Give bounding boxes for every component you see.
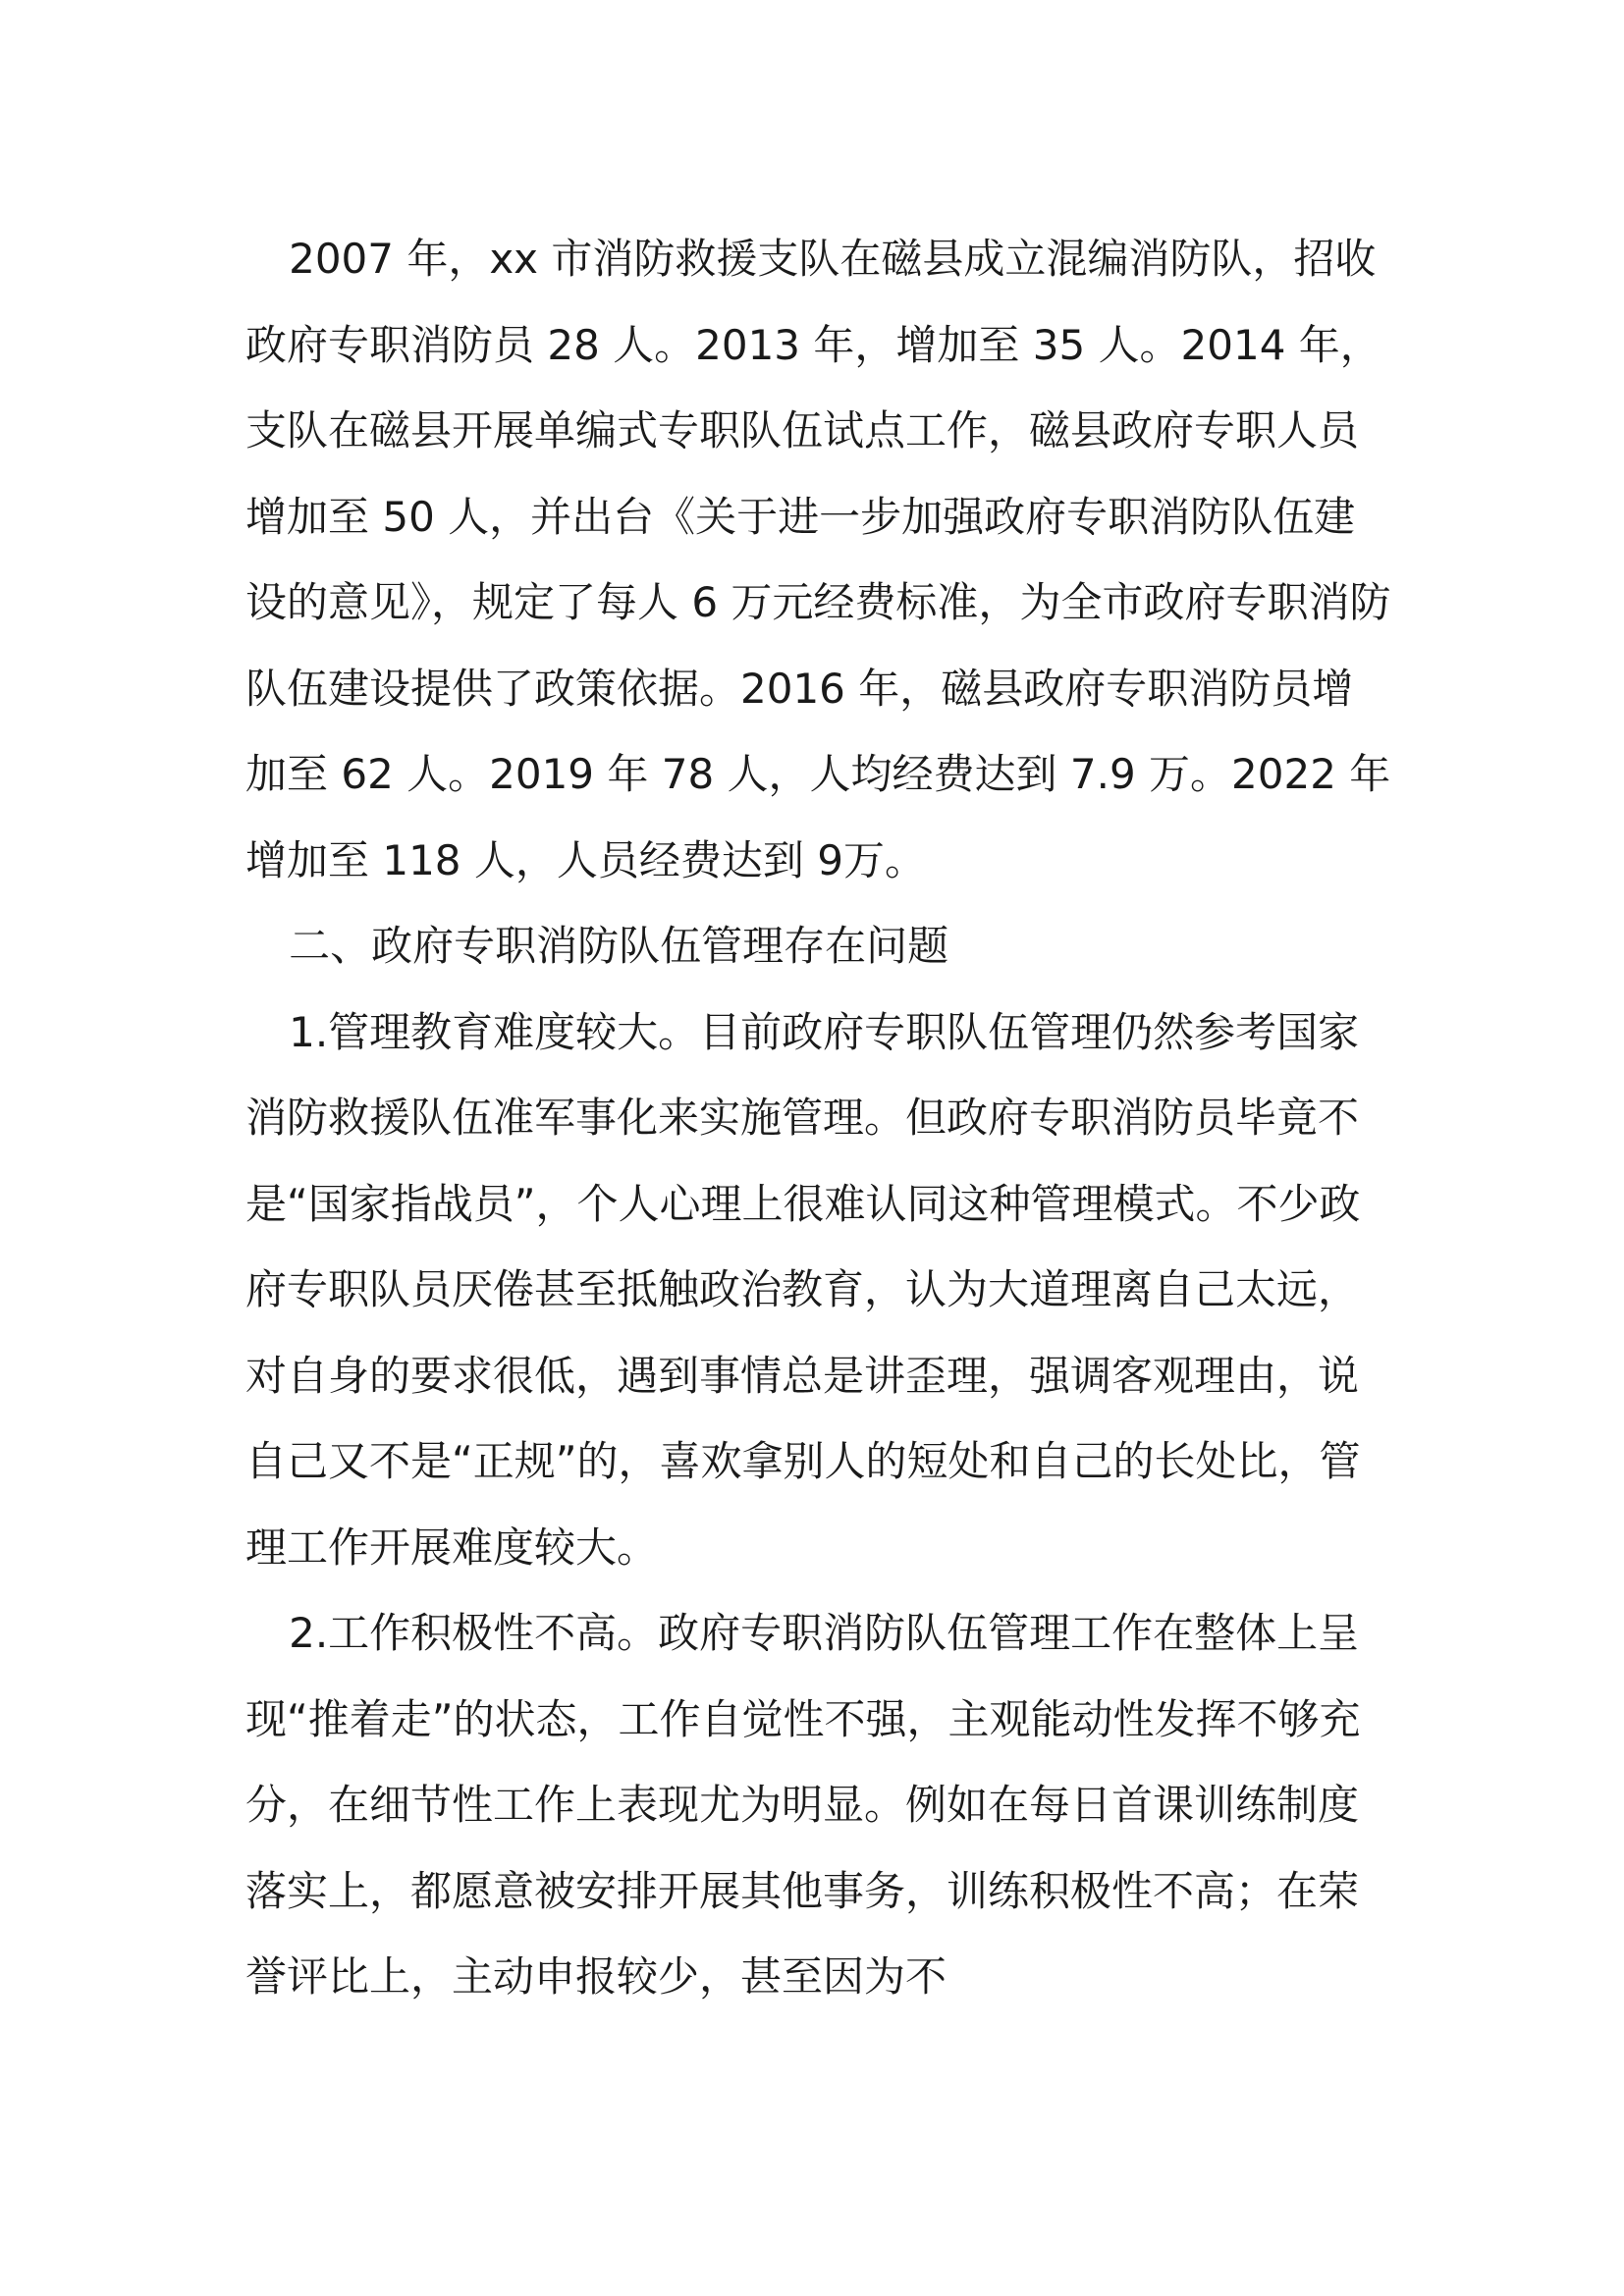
paragraph-point-1: 1.管理教育难度较大。目前政府专职队伍管理仍然参考国家消防救援队伍准军事化来实施管理。但政府专职消防员毕竟不是“国家指战员”，个人心理上很难认同这种管理模式。不少政府专职队员厌倦甚至抵触政治教育，认为大道理离自己太远，对自身的要求很低，遇到事情总是讲歪理，强调客观理由，说自己又不是“正规”的，喜欢拿别人的短处和自己的长处比，管理工作开展难度较大。 — [245, 1007, 1361, 1572]
paragraph-point-2: 2.工作积极性不高。政府专职消防队伍管理工作在整体上呈现“推着走”的状态，工作自觉性不强，主观能动性发挥不够充分，在细节性工作上表现尤为明显。例如在每日首课训练制度落实上，都愿意被安排开展其他事务，训练积极性不高；在荣誉评比上，主动申报较少，甚至因为不 — [245, 1609, 1361, 2001]
body-text — [245, 216, 1394, 2020]
section-heading: 二、政府专职消防队伍管理存在问题 — [289, 922, 949, 970]
paragraph-history: 2007 年，xx 市消防救援支队在磁县成立混编消防队，招收政府专职消防员 28 人。2013 年，增加至 35 人。2014 年，支队在磁县开展单编式专职队伍试点工作，磁县政府专职人员增加至 50 人，并出台《关于进一步加强政府专职消防队伍建设的意见》，规定了每人 6 万元经费标准，为全市政府专职消防队伍建设提供了政策依据。2016 年，磁县政府专职消防员增加至 62 人。2019 年 78 人，人均经费达到 7.9 万。2022 年增加至 118 人，人员经费达到 9万。 — [245, 235, 1391, 884]
